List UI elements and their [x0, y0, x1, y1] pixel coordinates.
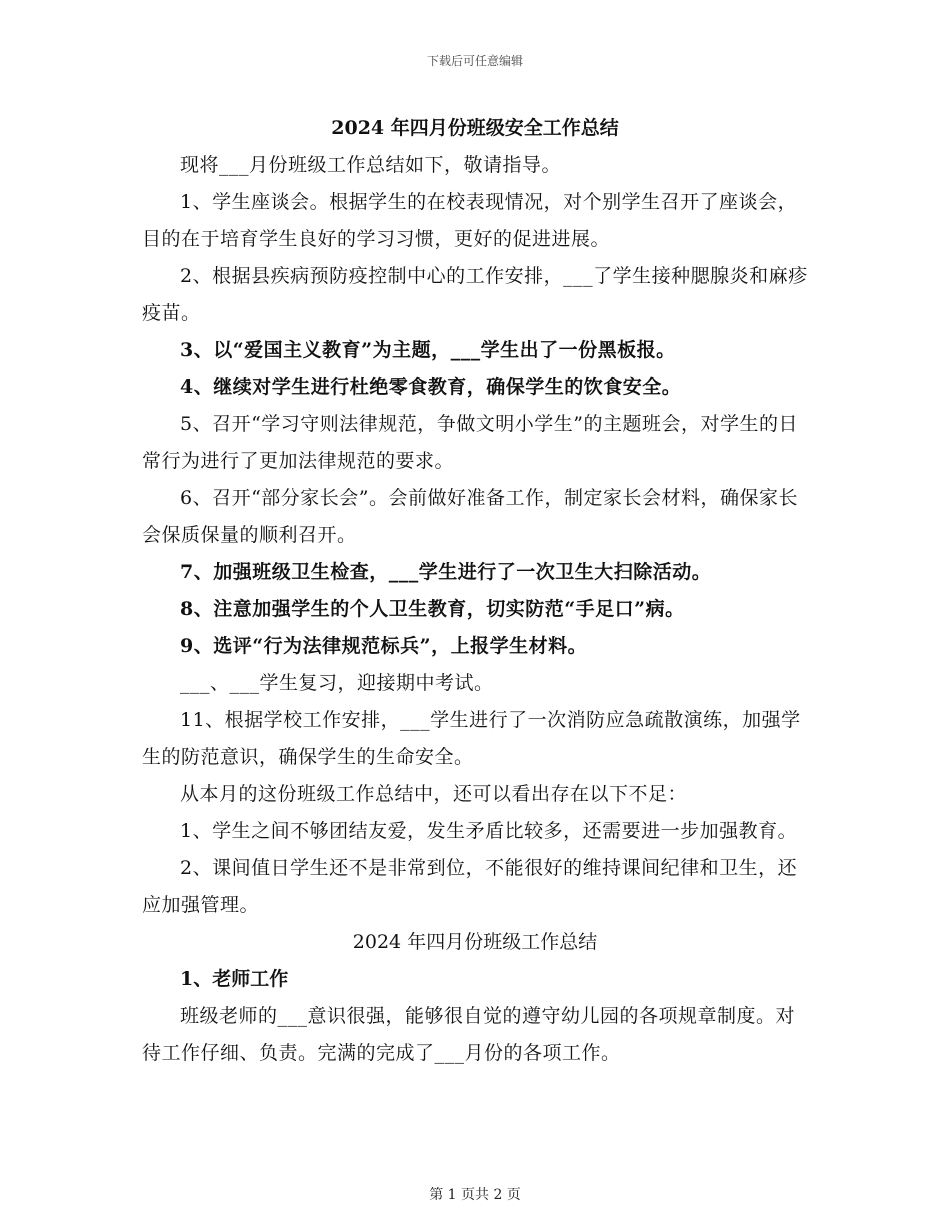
paragraph-shortcomings-intro: 从本月的这份班级工作总结中，还可以看出存在以下不足： — [180, 783, 688, 805]
paragraph-item-9: 9、选评“行为法律规范标兵”，上报学生材料。 — [180, 635, 588, 657]
paragraph-item-6: 6、召开“部分家长会”。会前做好准备工作，制定家长会材料，确保家长会保质保量的顺利召开。 — [142, 487, 799, 546]
page-footer-page-number: 第 1 页共 2 页 — [429, 1187, 521, 1203]
section-heading-teacher-work: 1、老师工作 — [180, 968, 289, 990]
paragraph-item-7: 7、加强班级卫生检查，___学生进行了一次卫生大扫除活动。 — [180, 561, 712, 583]
paragraph-teacher-work: 班级老师的___意识很强，能够很自觉的遵守幼儿园的各项规章制度。对待工作仔细、负责。完满的完成了___月份的各项工作。 — [142, 1005, 796, 1064]
paragraph-item-5: 5、召开“学习守则法律规范，争做文明小学生”的主题班会，对学生的日常行为进行了更加法律规范的要求。 — [142, 413, 799, 472]
second-document-title: 2024 年四月份班级工作总结 — [352, 931, 598, 953]
paragraph-item-2: 2、根据县疾病预防疫控制中心的工作安排，___了学生接种腮腺炎和麻疹疫苗。 — [142, 265, 808, 324]
paragraph-shortcoming-2: 2、课间值日学生还不是非常到位，不能很好的维持课间纪律和卫生，还应加强管理。 — [142, 857, 798, 916]
paragraph-shortcoming-1: 1、学生之间不够团结友爱，发生矛盾比较多，还需要进一步加强教育。 — [180, 820, 798, 842]
page-header-note: 下载后可任意编辑 — [426, 54, 523, 68]
paragraph-item-1: 1、学生座谈会。根据学生的在校表现情况，对个别学生召开了座谈会，目的在于培育学生良好的学习习惯，更好的促进进展。 — [142, 191, 798, 250]
paragraph-item-10: ___、___学生复习，迎接期中考试。 — [180, 672, 494, 694]
paragraph-item-3: 3、以“爱国主义教育”为主题，___学生出了一份黑板报。 — [180, 339, 676, 361]
paragraph-item-11: 11、根据学校工作安排，___学生进行了一次消防应急疏散演练，加强学生的防范意识，确保学生的生命安全。 — [142, 709, 801, 768]
document-body — [142, 110, 808, 1072]
document-title: 2024 年四月份班级安全工作总结 — [331, 117, 619, 139]
paragraph-item-4: 4、继续对学生进行杜绝零食教育，确保学生的饮食安全。 — [180, 376, 682, 398]
paragraph-item-8: 8、注意加强学生的个人卫生教育，切实防范“手足口”病。 — [180, 598, 685, 620]
paragraph-intro: 现将___月份班级工作总结如下，敬请指导。 — [180, 154, 562, 176]
